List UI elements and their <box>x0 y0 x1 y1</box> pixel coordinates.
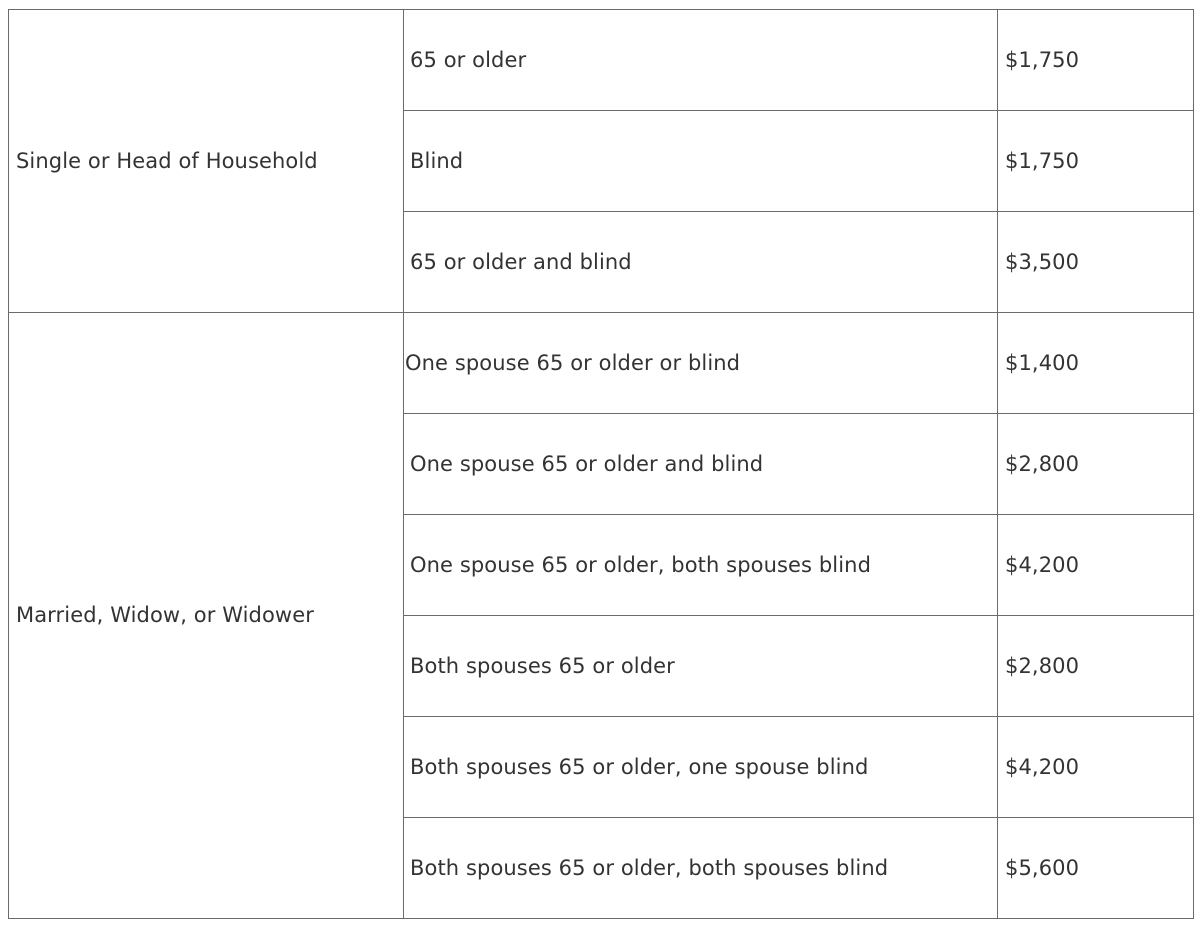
amount-cell: $2,800 <box>998 616 1194 717</box>
condition-cell: 65 or older and blind <box>404 212 998 313</box>
amount-cell: $4,200 <box>998 717 1194 818</box>
table-row <box>9 10 1194 111</box>
filing-status-cell: Single or Head of Household <box>9 10 404 313</box>
condition-cell: Blind <box>404 111 998 212</box>
condition-cell: 65 or older <box>404 10 998 111</box>
amount-cell: $1,400 <box>998 313 1194 414</box>
amount-cell: $1,750 <box>998 111 1194 212</box>
amount-cell: $3,500 <box>998 212 1194 313</box>
condition-cell: Both spouses 65 or older <box>404 616 998 717</box>
amount-cell: $1,750 <box>998 10 1194 111</box>
amount-cell: $4,200 <box>998 515 1194 616</box>
deduction-table <box>8 9 1194 919</box>
condition-cell: One spouse 65 or older, both spouses blind <box>404 515 998 616</box>
condition-cell: One spouse 65 or older and blind <box>404 414 998 515</box>
amount-cell: $5,600 <box>998 818 1194 919</box>
filing-status-cell: Married, Widow, or Widower <box>9 313 404 919</box>
condition-cell: One spouse 65 or older or blind <box>404 313 998 414</box>
amount-cell: $2,800 <box>998 414 1194 515</box>
condition-cell: Both spouses 65 or older, both spouses blind <box>404 818 998 919</box>
condition-cell: Both spouses 65 or older, one spouse blind <box>404 717 998 818</box>
table-row <box>9 313 1194 414</box>
